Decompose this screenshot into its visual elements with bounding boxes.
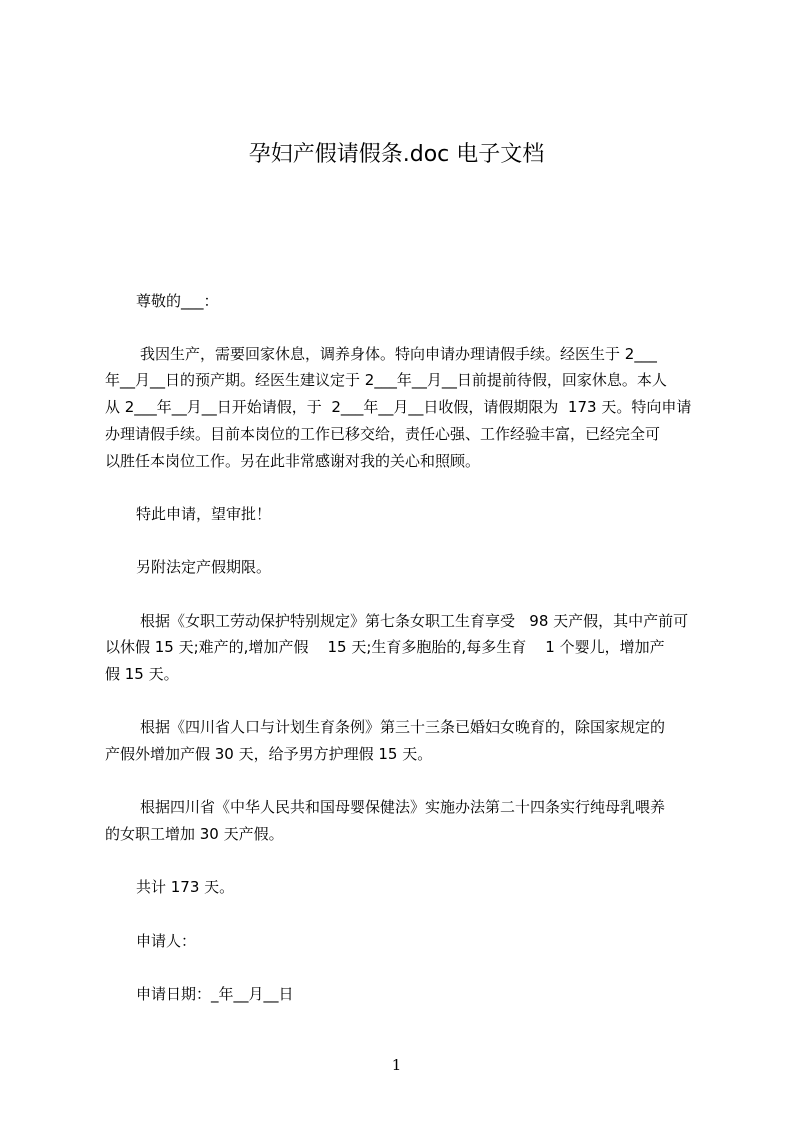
body-paragraph-line: 以胜任本岗位工作。另在此非常感谢对我的关心和照顾。 [105,452,481,470]
page-number: 1 [391,1056,402,1074]
regulation-paragraph-line: 根据《女职工劳动保护特别规定》第七条女职工生育享受 98 天产假，其中产前可 [140,612,689,630]
body-paragraph-line: 我因生产，需要回家休息，调养身体。特向申请办理请假手续。经医生于 2___ [140,345,657,363]
regulation-paragraph-line: 根据《四川省人口与计划生育条例》第三十三条已婚妇女晚育的，除国家规定的 [140,718,666,736]
attachment-note: 另附法定产假期限。 [136,558,272,576]
salutation: 尊敬的___： [136,292,219,310]
regulation-paragraph-line: 假 15 天。 [105,665,179,683]
regulation-paragraph-line: 产假外增加产假 30 天，给予男方护理假 15 天。 [105,745,433,763]
regulation-paragraph-line: 的女职工增加 30 天产假。 [105,825,284,843]
body-paragraph-line: 办理请假手续。目前本岗位的工作已移交给，责任心强、工作经验丰富，已经完全可 [105,425,661,443]
regulation-paragraph-line: 根据四川省《中华人民共和国母婴保健法》实施办法第二十四条实行纯母乳喂养 [140,798,666,816]
regulation-paragraph-line: 以休假 15 天;难产的,增加产假 15 天;生育多胞胎的,每多生育 1 个婴儿，增加产 [105,638,665,656]
body-paragraph-line: 从 2___年__月__日开始请假，于 2___年__月__日收假，请假期限为 173 天。特向申请 [105,398,692,416]
body-paragraph-line: 年__月__日的预产期。经医生建议定于 2___年__月__日前提前待假，回家休息。本人 [105,371,667,389]
request-approval-line: 特此申请，望审批！ [136,505,272,523]
applicant-label: 申请人： [136,932,197,950]
application-date: 申请日期：_年__月__日 [136,985,294,1003]
total-days: 共计 173 天。 [136,878,235,896]
document-title: 孕妇产假请假条.doc 电子文档 [248,142,545,167]
